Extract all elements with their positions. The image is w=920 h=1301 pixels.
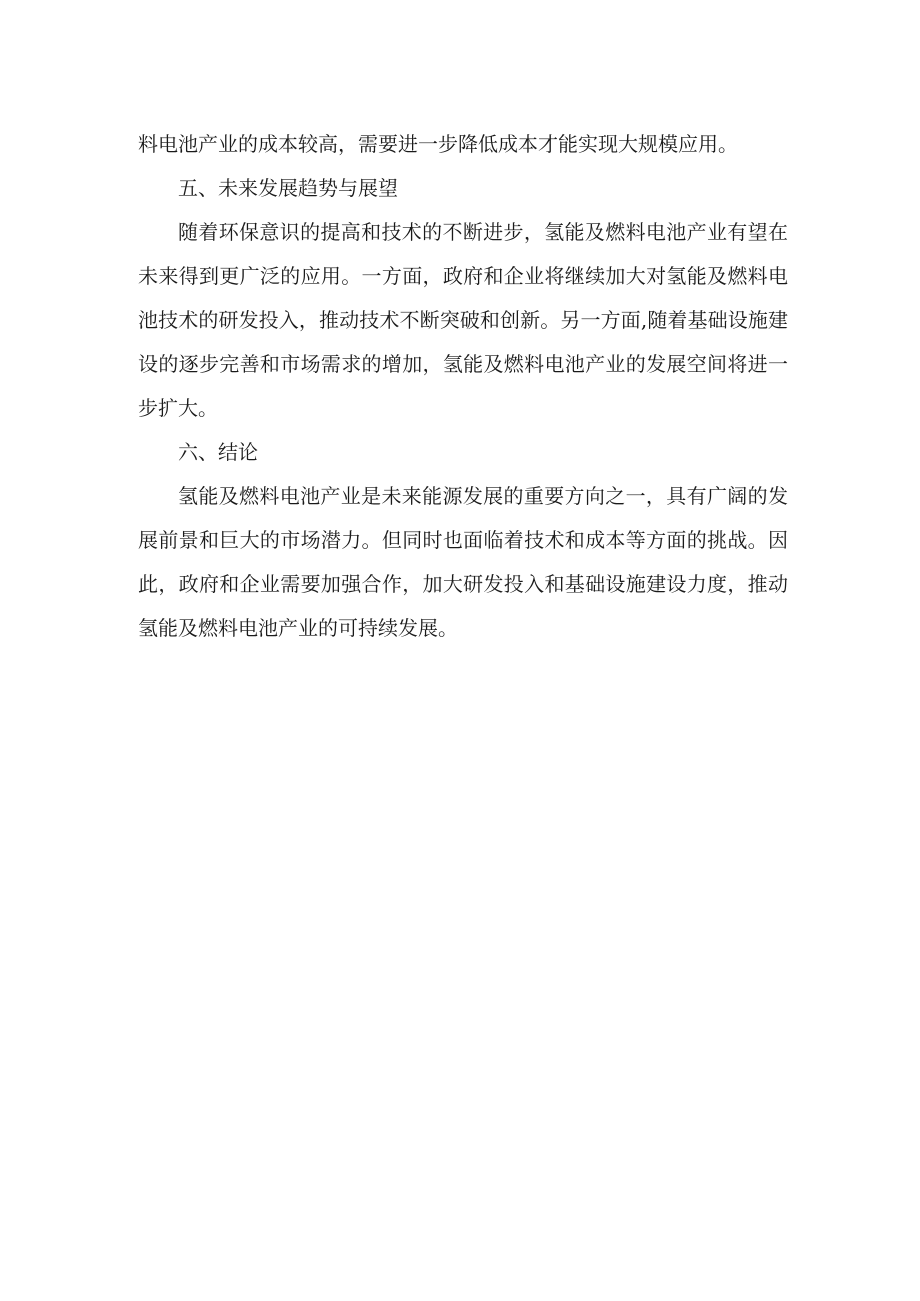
section-5-paragraph: 随着环保意识的提高和技术的不断进步，氢能及燃料电池产业有望在未来得到更广泛的应用。一方面，政府和企业将继续加大对氢能及燃料电池技术的研发投入，推动技术不断突破和创新。另一方面,随着基础设施建设的逐步完善和市场需求的增加，氢能及燃料电池产业的发展空间将进一步扩大。 [138, 220, 788, 420]
section-5-heading: 五、未来发展趋势与展望 [178, 176, 398, 200]
section-6-paragraph: 氢能及燃料电池产业是未来能源发展的重要方向之一，具有广阔的发展前景和巨大的市场潜力。但同时也面临着技术和成本等方面的挑战。因此，政府和企业需要加强合作，加大研发投入和基础设施建设力度，推动氢能及燃料电池产业的可持续发展。 [138, 484, 788, 640]
section-6-heading: 六、结论 [178, 440, 258, 464]
document-body [138, 122, 788, 650]
continuation-paragraph: 料电池产业的成本较高，需要进一步降低成本才能实现大规模应用。 [138, 132, 738, 156]
